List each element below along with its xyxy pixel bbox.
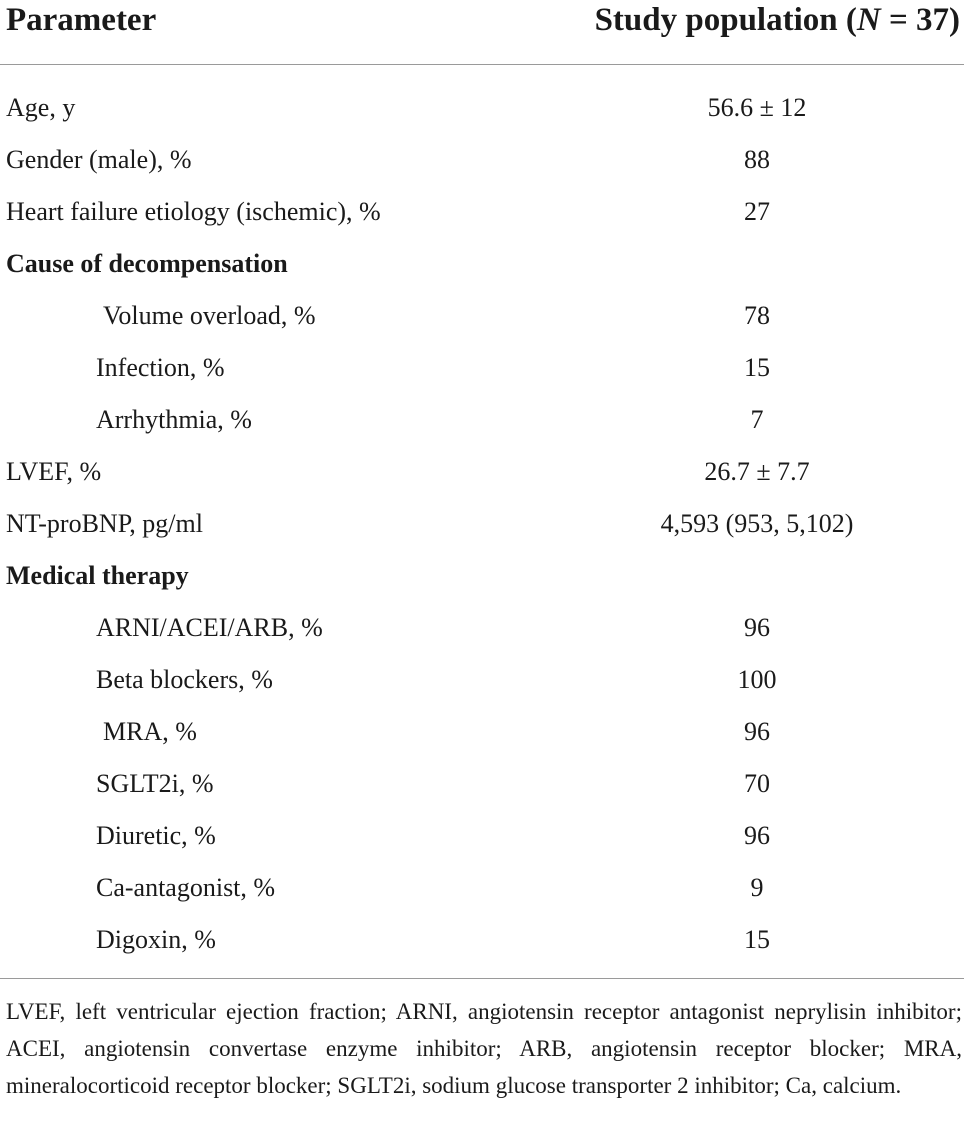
- table-header: [0, 0, 964, 65]
- table-row: [0, 83, 964, 135]
- header-value-prefix: Study population (: [594, 2, 857, 38]
- row-parameter: Age, y: [6, 93, 76, 122]
- section-heading: Medical therapy: [6, 561, 189, 590]
- row-parameter: LVEF, %: [6, 457, 102, 486]
- table-row: [0, 343, 964, 395]
- row-value: 7: [750, 405, 764, 434]
- row-value: 70: [744, 769, 770, 798]
- row-parameter: Diuretic, %: [96, 821, 216, 850]
- table-bottom-rule: [0, 978, 964, 979]
- table-row: [0, 395, 964, 447]
- row-value: 27: [744, 197, 770, 226]
- row-value: 56.6 ± 12: [707, 93, 807, 122]
- row-value: 26.7 ± 7.7: [704, 457, 810, 486]
- table-row: [0, 655, 964, 707]
- row-value: 96: [744, 821, 770, 850]
- row-parameter: Arrhythmia, %: [96, 405, 252, 434]
- table-row: [0, 135, 964, 187]
- section-heading: Cause of decompensation: [6, 249, 288, 278]
- section-row: [0, 239, 964, 291]
- row-parameter: ARNI/ACEI/ARB, %: [96, 613, 323, 642]
- header-value-n: N: [856, 2, 881, 38]
- row-value: 78: [744, 301, 770, 330]
- table-footnote: LVEF, left ventricular ejection fraction; ARNI, angiotensin receptor antagonist neprylisin inhibitor; ACEI, angiotensin convertase enzyme inhibitor; ARB, angiotensin receptor blocker; MRA, mineralocorticoid receptor blocker; SGLT2i, sodium glucose transporter 2 inhibitor; Ca, calcium.: [6, 999, 962, 1098]
- table-row: [0, 707, 964, 759]
- row-parameter: Heart failure etiology (ischemic), %: [6, 197, 381, 226]
- section-row: [0, 551, 964, 603]
- table-body: [0, 83, 964, 967]
- row-parameter: SGLT2i, %: [96, 769, 214, 798]
- table-row: [0, 759, 964, 811]
- header-value-suffix: = 37): [880, 2, 960, 38]
- row-value: 88: [744, 145, 770, 174]
- row-value: 96: [744, 717, 770, 746]
- header-parameter: Parameter: [6, 2, 157, 38]
- row-value: 9: [750, 873, 764, 902]
- row-parameter: MRA, %: [103, 717, 197, 746]
- table-row: [0, 291, 964, 343]
- row-parameter: Digoxin, %: [96, 925, 216, 954]
- table-row: [0, 915, 964, 967]
- table-row: [0, 499, 964, 551]
- row-value: 100: [737, 665, 777, 694]
- table-row: [0, 603, 964, 655]
- row-parameter: Beta blockers, %: [96, 665, 273, 694]
- row-value: 15: [744, 353, 770, 382]
- row-value: 96: [744, 613, 770, 642]
- table-row: [0, 447, 964, 499]
- row-value: 4,593 (953, 5,102): [660, 509, 854, 538]
- row-parameter: Ca-antagonist, %: [96, 873, 276, 902]
- row-value: 15: [744, 925, 770, 954]
- table-row: [0, 187, 964, 239]
- table-row: [0, 863, 964, 915]
- row-parameter: Volume overload, %: [103, 301, 316, 330]
- row-parameter: NT-proBNP, pg/ml: [6, 509, 203, 538]
- row-parameter: Infection, %: [96, 353, 225, 382]
- header-study-population: [595, 2, 960, 39]
- table-row: [0, 811, 964, 863]
- row-parameter: Gender (male), %: [6, 145, 192, 174]
